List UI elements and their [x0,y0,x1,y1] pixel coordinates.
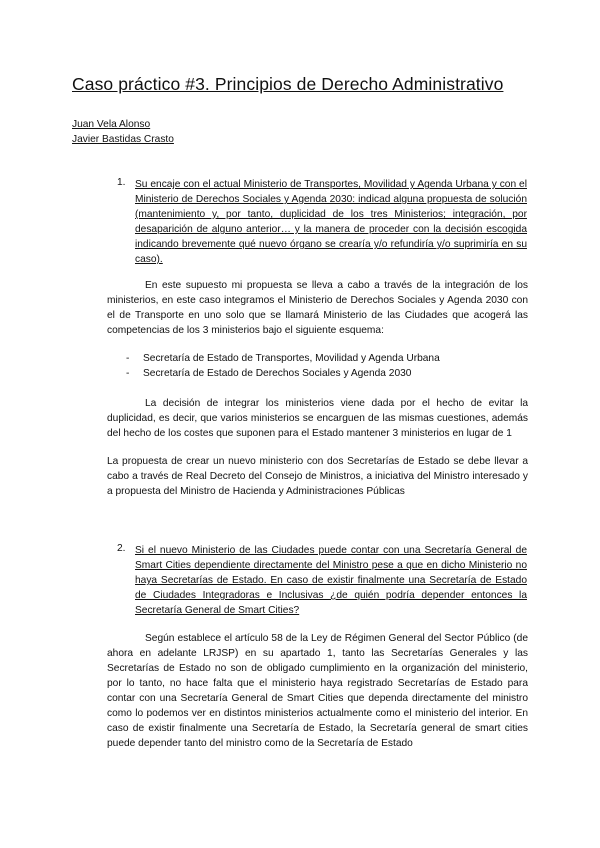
author-list [72,117,174,147]
section-1-paragraph-2: La decisión de integrar los ministerios viene dada por el hecho de evitar la duplicidad, es decir, que varios ministerios se encarguen de las mismas cuestiones, además del hecho de los costes que suponen para el Estado mantener 3 ministerios en lugar de 1 [107,398,528,439]
section-1-question: Su encaje con el actual Ministerio de Transportes, Movilidad y Agenda Urbana y con el Ministerio de Derechos Sociales y Agenda 2030: indicad alguna propuesta de solución (mantenimiento y, por tanto, duplicidad de los tres Ministerios; integración, por desaparición de alguno anterior… y la manera de proceder con la decisión escogida indicando brevemente qué nuevo órgano se crearía y/o refundiría y/o suprimiría en su caso). [135,179,527,265]
list-item: - Secretaría de Estado de Transportes, Movilidad y Agenda Urbana [124,351,524,366]
document-title: Caso práctico #3. Principios de Derecho Administrativo [72,74,504,94]
list-item: - Secretaría de Estado de Derechos Sociales y Agenda 2030 [124,366,524,381]
section-1-paragraph-3: La propuesta de crear un nuevo ministerio con dos Secretarías de Estado se debe llevar a cabo a través de Real Decreto del Consejo de Ministros, a iniciativa del Ministro interesado y a propuesta del Ministro de Hacienda y Administraciones Públicas [107,456,528,497]
author-name: Juan Vela Alonso [72,119,151,130]
section-2-paragraph-1: Según establece el artículo 58 de la Ley de Régimen General del Sector Público (de ahora en adelante LRJSP) en su apartado 1, tanto las Secretarías Generales y las Secretarías de Estado no son de obligado cumplimiento en la organización del ministerio, por lo tanto, no hace falta que el ministerio haya registrado Secretarías de Estado para contar con una Secretaría General de Smart Cities que dependa directamente del ministro como lo podemos ver en distintos ministerios actualmente como el ministerio del interior. En caso de existir finalmente una Secretaría de Estado, la Secretaría general de smart cities puede depender tanto del ministro como de la Secretaría de Estado [107,633,528,749]
section-2-number: 2. [117,543,126,554]
author-name: Javier Bastidas Crasto [72,134,174,145]
section-1-bullet-list [124,351,524,381]
section-2-question: Si el nuevo Ministerio de las Ciudades puede contar con una Secretaría General de Smart Cities dependiente directamente del Ministro pese a que en dicho Ministerio no haya Secretarías de Estado. En caso de existir finalmente una Secretaría de Estado de Ciudades Integradoras e Inclusivas ¿de quién podría depender entonces la Secretaría General de Smart Cities? [135,545,527,616]
section-1-paragraph-1: En este supuesto mi propuesta se lleva a cabo a través de la integración de los ministerios, en este caso integramos el Ministerio de Derechos Sociales y Agenda 2030 con el de Transporte en uno solo que se llamará Ministerio de las Ciudades que acogerá las competencias de los 3 ministerios bajo el siguiente esquema: [107,280,528,336]
section-1-number: 1. [117,177,126,188]
